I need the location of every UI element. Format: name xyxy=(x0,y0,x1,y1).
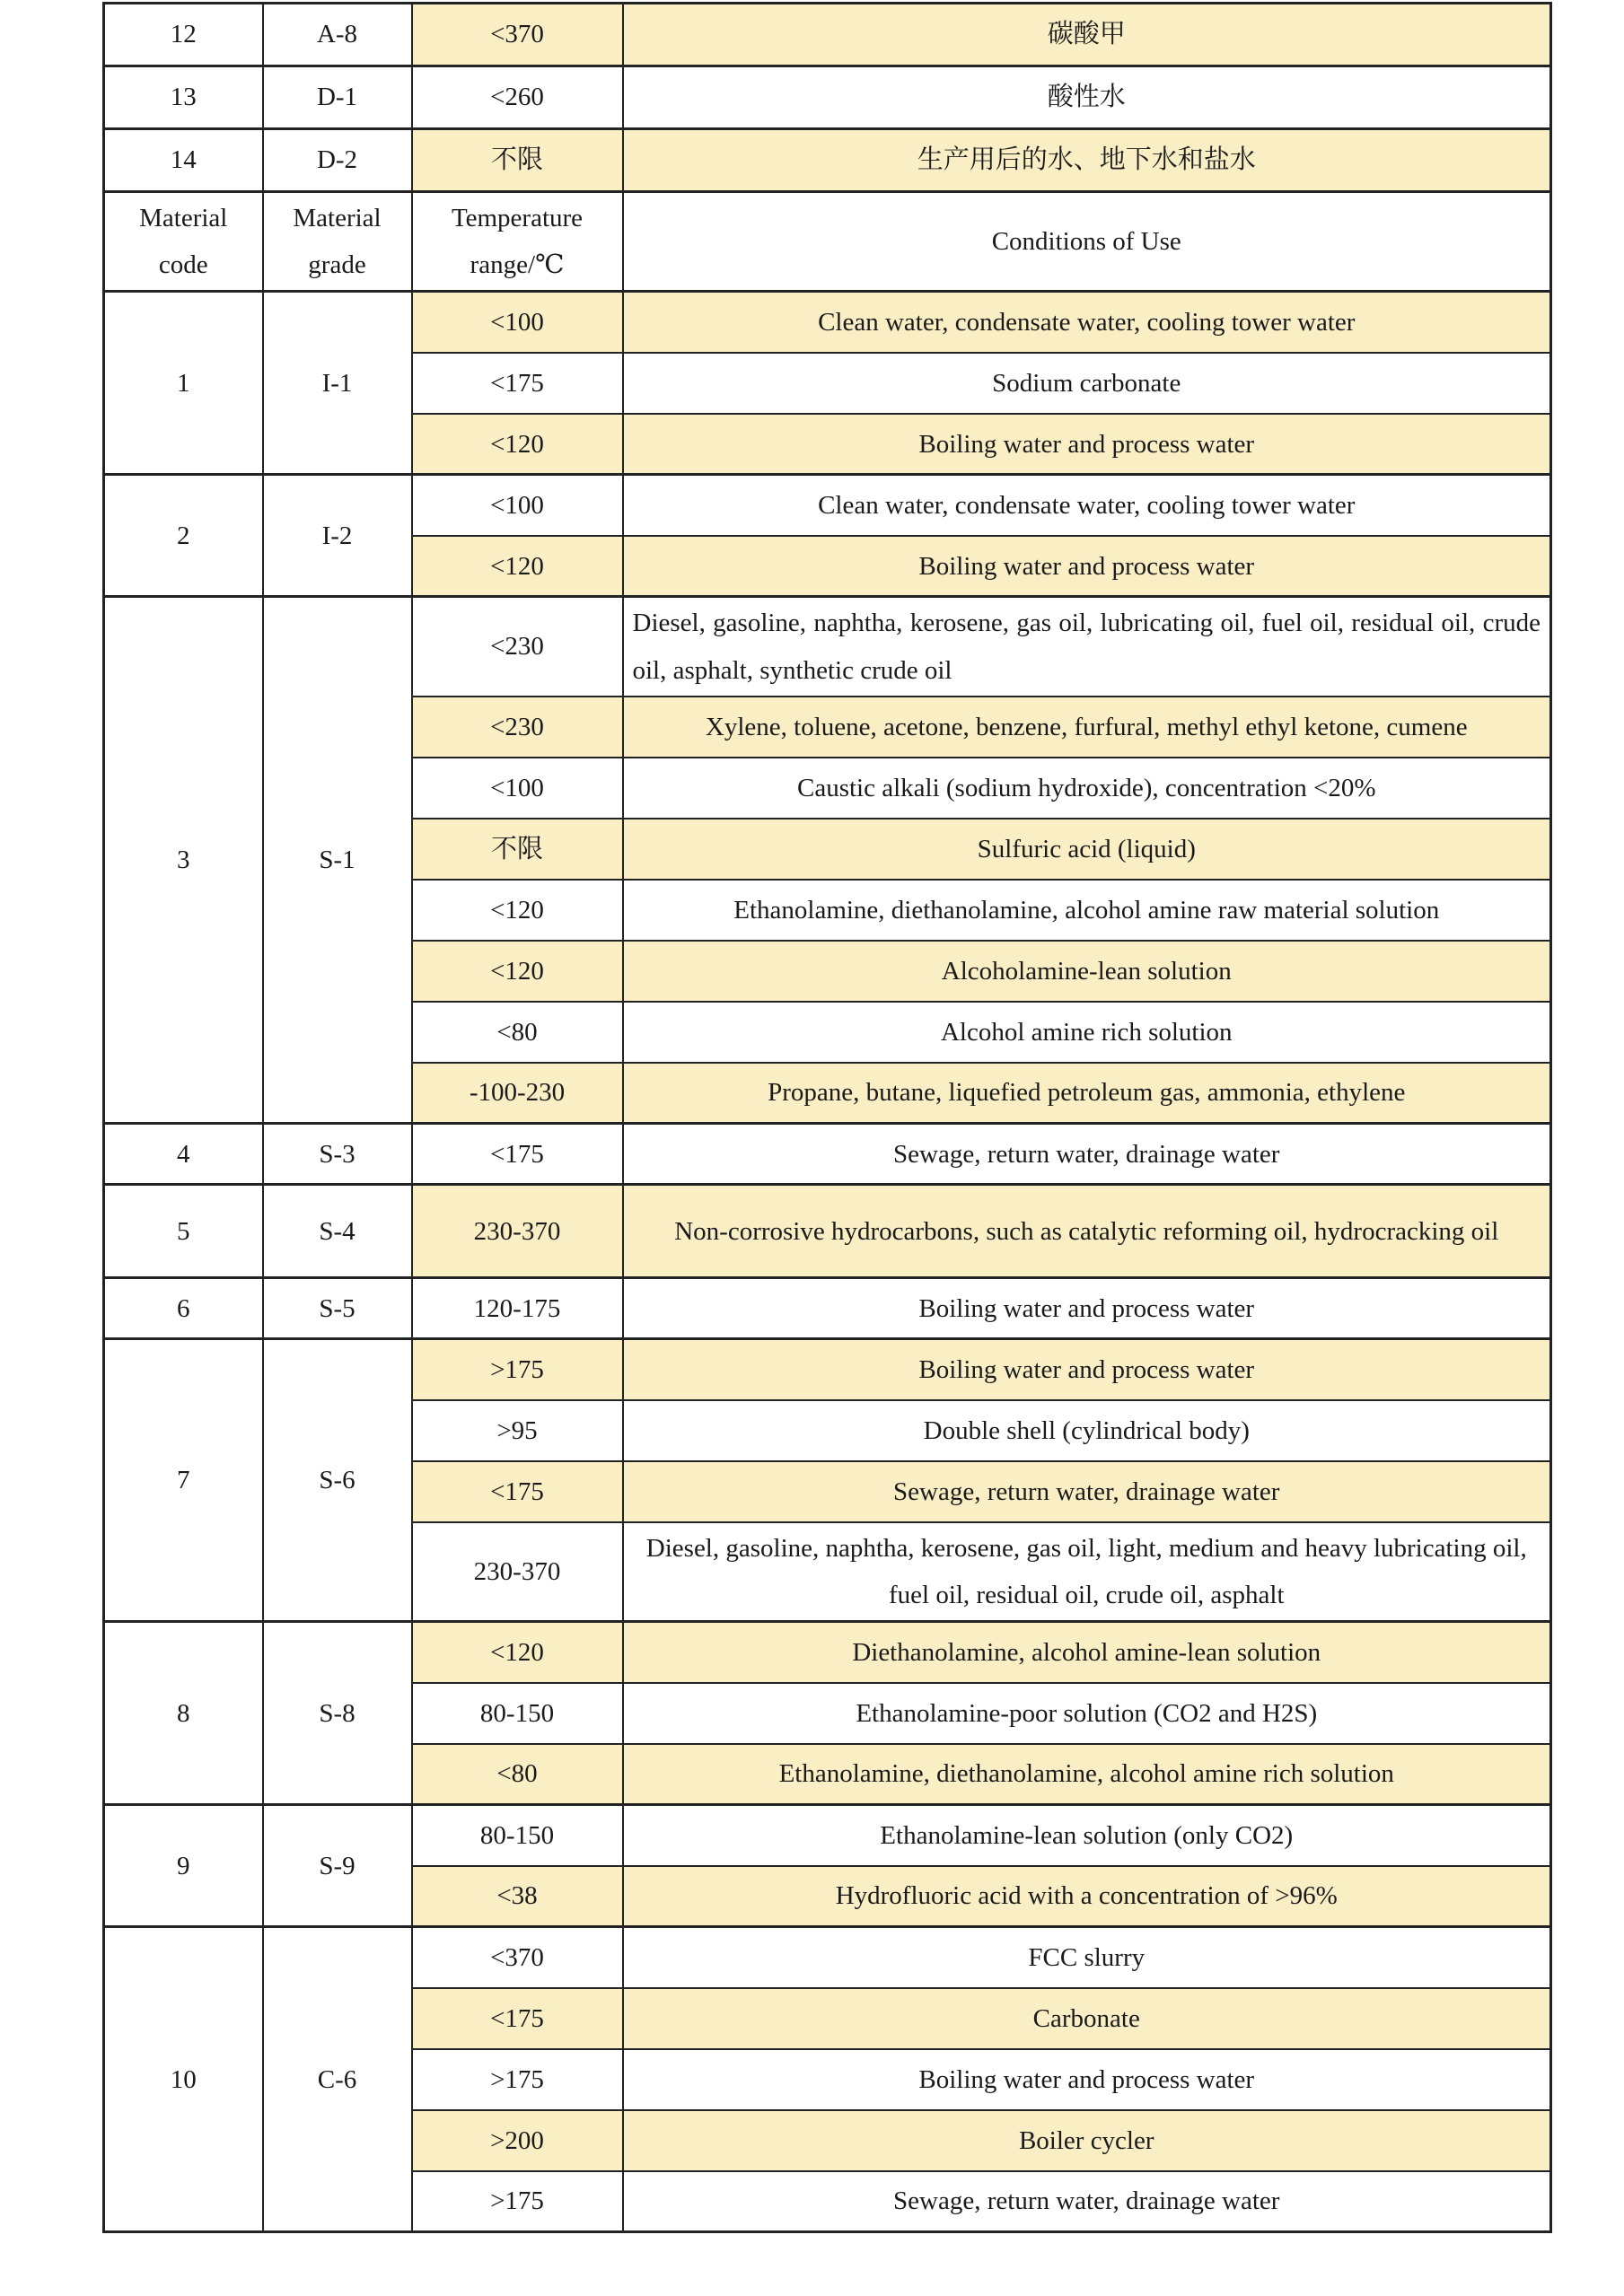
temp-range-cell: 120-175 xyxy=(412,1278,623,1339)
condition-cell: FCC slurry xyxy=(623,1927,1551,1988)
condition-cell: Caustic alkali (sodium hydroxide), concentration <20% xyxy=(623,758,1551,819)
material-grade-cell: S-5 xyxy=(263,1278,412,1339)
temp-range-cell: <120 xyxy=(412,1622,623,1683)
temp-range-cell: <175 xyxy=(412,1988,623,2049)
material-grade-cell: C-6 xyxy=(263,1927,412,2232)
material-grade-cell: I-2 xyxy=(263,475,412,597)
temp-range-cell: <175 xyxy=(412,353,623,414)
temp-range-cell: >200 xyxy=(412,2110,623,2171)
condition-cell: Boiling water and process water xyxy=(623,1339,1551,1400)
temp-range-cell: <260 xyxy=(412,66,623,129)
material-grade-cell: S-1 xyxy=(263,597,412,1124)
column-header-material-code: Material code xyxy=(104,192,263,292)
temp-range-cell: <120 xyxy=(412,536,623,597)
condition-cell: Ethanolamine-poor solution (CO2 and H2S) xyxy=(623,1683,1551,1744)
material-grade-cell: I-1 xyxy=(263,292,412,475)
material-code-cell: 9 xyxy=(104,1805,263,1927)
material-grade-cell: D-2 xyxy=(263,129,412,192)
table-row xyxy=(104,597,1551,697)
material-grade-cell: S-3 xyxy=(263,1124,412,1185)
material-code-cell: 4 xyxy=(104,1124,263,1185)
condition-cell: 碳酸甲 xyxy=(623,4,1551,66)
material-grade-cell: A-8 xyxy=(263,4,412,66)
material-code-cell: 2 xyxy=(104,475,263,597)
table-row xyxy=(104,1124,1551,1185)
condition-cell: Boiling water and process water xyxy=(623,1278,1551,1339)
temp-range-cell: <230 xyxy=(412,697,623,758)
condition-cell: Boiling water and process water xyxy=(623,2049,1551,2110)
temp-range-cell: 80-150 xyxy=(412,1805,623,1866)
material-code-cell: 14 xyxy=(104,129,263,192)
condition-cell: Alcohol amine rich solution xyxy=(623,1002,1551,1063)
temp-range-cell: <175 xyxy=(412,1124,623,1185)
table-row xyxy=(104,292,1551,353)
material-code-cell: 12 xyxy=(104,4,263,66)
material-grade-cell: S-6 xyxy=(263,1339,412,1622)
temp-range-cell: <38 xyxy=(412,1866,623,1927)
temp-range-cell: 230-370 xyxy=(412,1522,623,1622)
table-row xyxy=(104,1185,1551,1278)
temp-range-cell: 不限 xyxy=(412,819,623,880)
temp-range-cell: <370 xyxy=(412,1927,623,1988)
table-row xyxy=(104,4,1551,66)
temp-range-cell: <175 xyxy=(412,1461,623,1522)
temp-range-cell: <230 xyxy=(412,597,623,697)
condition-cell: Sewage, return water, drainage water xyxy=(623,1461,1551,1522)
material-code-cell: 3 xyxy=(104,597,263,1124)
material-code-cell: 7 xyxy=(104,1339,263,1622)
condition-cell: Diesel, gasoline, naphtha, kerosene, gas oil, lubricating oil, fuel oil, residual oil, crude oil, asphalt, synthetic crude oil xyxy=(623,597,1551,697)
material-conditions-table xyxy=(102,2,1552,2233)
condition-cell: 生产用后的水、地下水和盐水 xyxy=(623,129,1551,192)
table-row xyxy=(104,66,1551,129)
condition-cell: Diethanolamine, alcohol amine-lean solution xyxy=(623,1622,1551,1683)
condition-cell: Sodium carbonate xyxy=(623,353,1551,414)
material-code-cell: 6 xyxy=(104,1278,263,1339)
condition-cell: Hydrofluoric acid with a concentration of >96% xyxy=(623,1866,1551,1927)
condition-cell: Sewage, return water, drainage water xyxy=(623,1124,1551,1185)
temp-range-cell: >95 xyxy=(412,1400,623,1461)
temp-range-cell: -100-230 xyxy=(412,1063,623,1124)
condition-cell: Sewage, return water, drainage water xyxy=(623,2171,1551,2232)
table-row xyxy=(104,1278,1551,1339)
material-code-cell: 5 xyxy=(104,1185,263,1278)
condition-cell: Boiling water and process water xyxy=(623,536,1551,597)
temp-range-cell: <370 xyxy=(412,4,623,66)
material-grade-cell: D-1 xyxy=(263,66,412,129)
material-grade-cell: S-4 xyxy=(263,1185,412,1278)
temp-range-cell: <120 xyxy=(412,941,623,1002)
condition-cell: Ethanolamine, diethanolamine, alcohol amine rich solution xyxy=(623,1744,1551,1805)
temp-range-cell: 不限 xyxy=(412,129,623,192)
condition-cell: Ethanolamine-lean solution (only CO2) xyxy=(623,1805,1551,1866)
material-code-cell: 10 xyxy=(104,1927,263,2232)
condition-cell: Xylene, toluene, acetone, benzene, furfural, methyl ethyl ketone, cumene xyxy=(623,697,1551,758)
material-code-cell: 8 xyxy=(104,1622,263,1805)
temp-range-cell: 230-370 xyxy=(412,1185,623,1278)
condition-cell: Alcoholamine-lean solution xyxy=(623,941,1551,1002)
temp-range-cell: <100 xyxy=(412,292,623,353)
condition-cell: Boiler cycler xyxy=(623,2110,1551,2171)
temp-range-cell: >175 xyxy=(412,2049,623,2110)
table-row xyxy=(104,1339,1551,1400)
material-code-cell: 13 xyxy=(104,66,263,129)
table-row xyxy=(104,1927,1551,1988)
column-header-conditions: Conditions of Use xyxy=(623,192,1551,292)
table-row xyxy=(104,1622,1551,1683)
condition-cell: Diesel, gasoline, naphtha, kerosene, gas oil, light, medium and heavy lubricating oil, fuel oil, residual oil, crude oil, asphalt xyxy=(623,1522,1551,1622)
temp-range-cell: >175 xyxy=(412,1339,623,1400)
condition-cell: 酸性水 xyxy=(623,66,1551,129)
temp-range-cell: <100 xyxy=(412,475,623,536)
table-row xyxy=(104,1805,1551,1866)
temp-range-cell: <100 xyxy=(412,758,623,819)
temp-range-cell: <120 xyxy=(412,880,623,941)
condition-cell: Carbonate xyxy=(623,1988,1551,2049)
temp-range-cell: <80 xyxy=(412,1002,623,1063)
condition-cell: Clean water, condensate water, cooling tower water xyxy=(623,475,1551,536)
condition-cell: Double shell (cylindrical body) xyxy=(623,1400,1551,1461)
material-grade-cell: S-8 xyxy=(263,1622,412,1805)
material-grade-cell: S-9 xyxy=(263,1805,412,1927)
column-header-material-grade: Material grade xyxy=(263,192,412,292)
condition-cell: Propane, butane, liquefied petroleum gas, ammonia, ethylene xyxy=(623,1063,1551,1124)
table-row xyxy=(104,129,1551,192)
material-code-cell: 1 xyxy=(104,292,263,475)
condition-cell: Non-corrosive hydrocarbons, such as catalytic reforming oil, hydrocracking oil xyxy=(623,1185,1551,1278)
condition-cell: Sulfuric acid (liquid) xyxy=(623,819,1551,880)
header-row xyxy=(104,192,1551,292)
condition-cell: Clean water, condensate water, cooling tower water xyxy=(623,292,1551,353)
temp-range-cell: <120 xyxy=(412,414,623,475)
temp-range-cell: <80 xyxy=(412,1744,623,1805)
temp-range-cell: >175 xyxy=(412,2171,623,2232)
condition-cell: Boiling water and process water xyxy=(623,414,1551,475)
temp-range-cell: 80-150 xyxy=(412,1683,623,1744)
condition-cell: Ethanolamine, diethanolamine, alcohol amine raw material solution xyxy=(623,880,1551,941)
table-row xyxy=(104,475,1551,536)
column-header-temperature-range: Temperature range/℃ xyxy=(412,192,623,292)
